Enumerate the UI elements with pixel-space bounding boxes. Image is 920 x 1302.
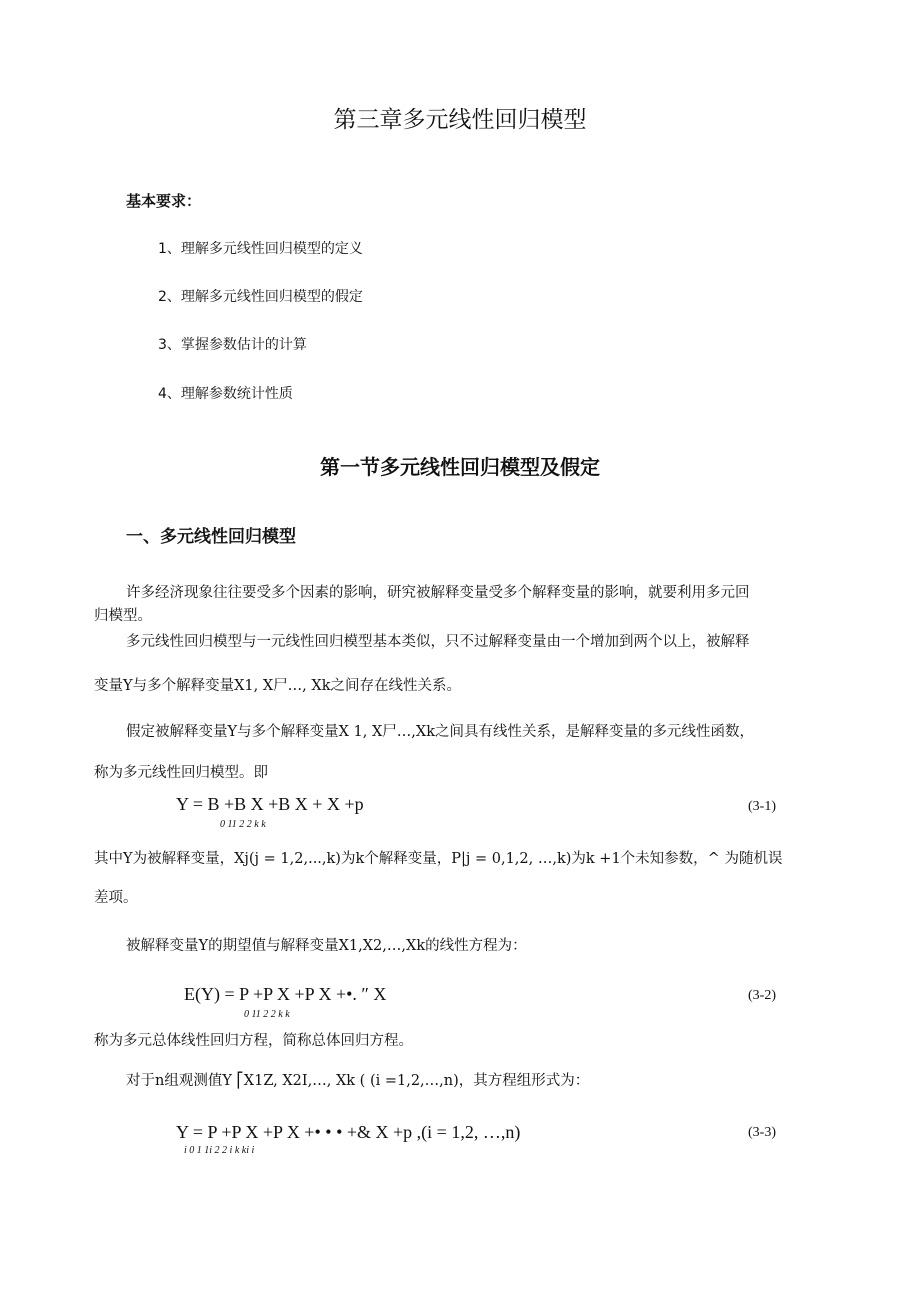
equation-number-3-1: (3-1) [748, 799, 776, 814]
requirements-heading: 基本要求： [126, 192, 202, 210]
chapter-title: 第三章多元线性回归模型 [333, 107, 587, 133]
paragraph-2-line-1: 多元线性回归模型与一元线性回归模型基本类似，只不过解释变量由一个增加到两个以上，被解释 [126, 634, 750, 650]
paragraph-1-line-1: 许多经济现象往往要受多个因素的影响，研究被解释变量受多个解释变量的影响，就要利用多元回 [126, 585, 750, 601]
paragraph-4-line-2: 差项。 [94, 890, 138, 906]
paragraph-6: 称为多元总体线性回归方程，简称总体回归方程。 [94, 1033, 413, 1049]
section-title: 第一节多元线性回归模型及假定 [320, 455, 600, 479]
requirement-item: 4、理解参数统计性质 [158, 386, 293, 402]
equation-3-3-subscripts: i 0 1 1i 2 2 i k ki i [184, 1145, 255, 1156]
paragraph-1-line-2: 归模型。 [94, 608, 152, 624]
requirement-item: 1、理解多元线性回归模型的定义 [158, 241, 363, 257]
paragraph-4-line-1: 其中Y为被解释变量，Xj(j = 1,2,...,k)为k个解释变量，P|j = 0,1,2, …,k)为k +1个未知参数，^ 为随机误 [94, 851, 783, 867]
paragraph-2-line-2: 变量Y与多个解释变量X1, X尸…, Xk之间存在线性关系。 [94, 678, 461, 694]
equation-number-3-2: (3-2) [748, 988, 776, 1003]
paragraph-3-line-1: 假定被解释变量Y与多个解释变量X 1, X尸…,Xk之间具有线性关系，是解释变量的多元线性函数， [126, 724, 754, 740]
equation-3-3: Y = P +P X +P X +• • • +& X +p ,(i = 1,2, …,n) [176, 1122, 521, 1142]
equation-3-2: E(Y) = P +P X +P X +•. ″ X [184, 984, 387, 1004]
equation-3-2-subscripts: 0 11 2 2 k k [244, 1009, 290, 1020]
paragraph-7: 对于n组观测值Y ⎡X1Z, X2I,…, Xk ( (i =1,2,…,n)，其方程组形式为： [126, 1073, 590, 1089]
equation-3-1-subscripts: 0 11 2 2 k k [220, 819, 266, 830]
paragraph-5: 被解释变量Y的期望值与解释变量X1,X2,…,Xk的线性方程为： [126, 938, 527, 954]
equation-number-3-3: (3-3) [748, 1125, 776, 1140]
requirement-item: 3、掌握参数估计的计算 [158, 337, 307, 353]
requirement-item: 2、理解多元线性回归模型的假定 [158, 289, 363, 305]
paragraph-3-line-2: 称为多元线性回归模型。即 [94, 765, 268, 781]
subsection-title: 一、多元线性回归模型 [126, 527, 296, 547]
equation-3-1: Y = B +B X +B X + X +p [176, 794, 364, 814]
